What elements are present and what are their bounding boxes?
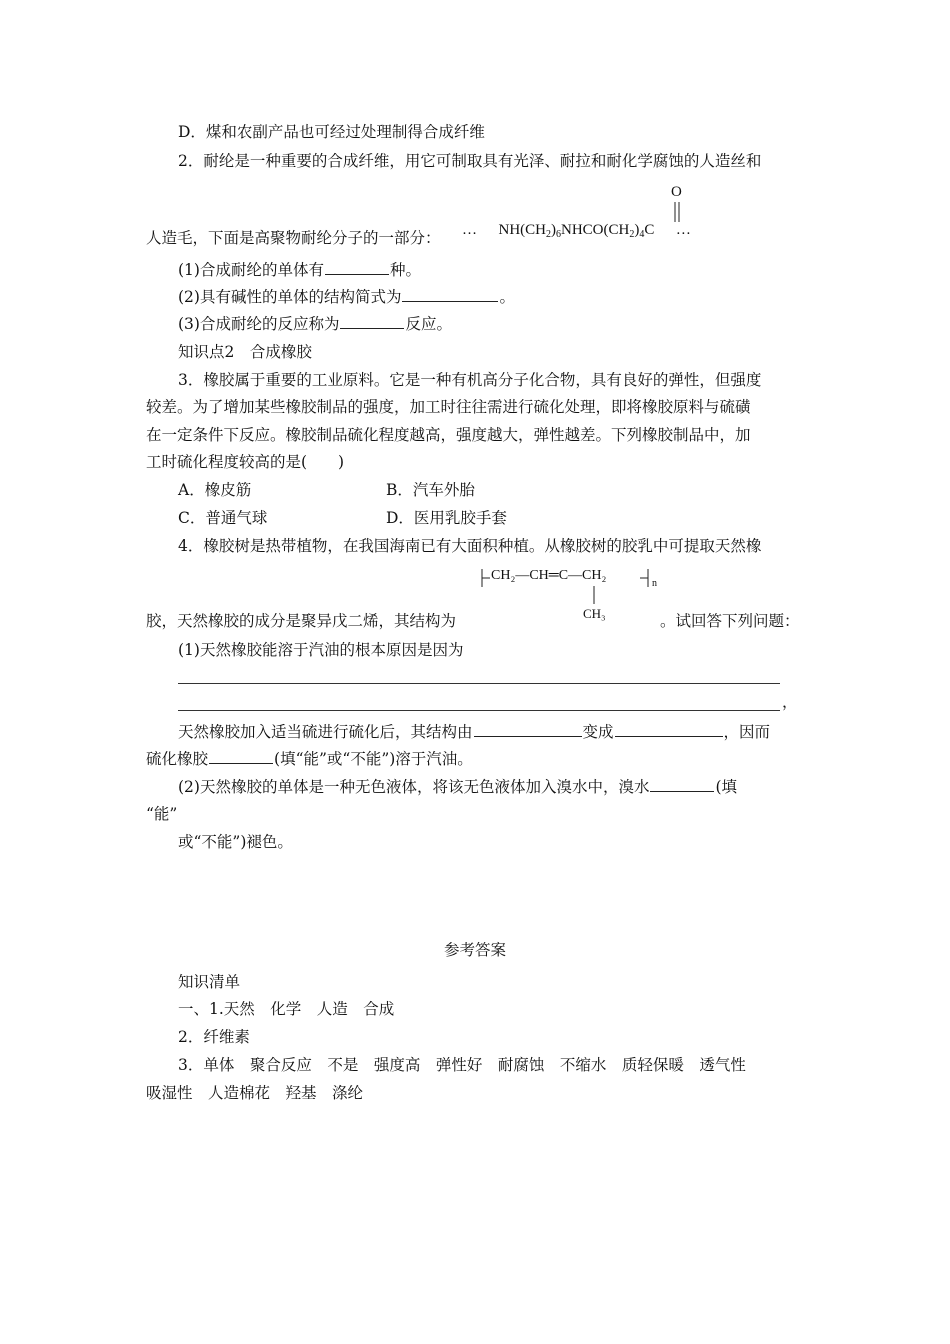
q4-line2-suffix: 。试回答下列问题：	[660, 612, 800, 630]
ellipsis-right: …	[675, 222, 691, 238]
sub-4: 4	[639, 229, 645, 240]
answer-blank[interactable]	[340, 314, 404, 329]
q4-part1b-text: 天然橡胶加入适当硫进行硫化后，其结构由	[178, 723, 473, 741]
q2-stem-line1: 2．耐纶是一种重要的合成纤维，用它可制取具有光泽、耐拉和耐化学腐蚀的人造丝和	[178, 152, 762, 170]
answer-item-1: 一、1.天然 化学 人造 合成	[178, 1000, 395, 1018]
sub-2a: 2	[546, 229, 551, 240]
sub-2b: 2	[629, 229, 635, 240]
answers-title: 参考答案	[443, 941, 506, 959]
answer-line-comma: ，	[782, 693, 798, 711]
q4-part1c	[146, 749, 473, 769]
q4-line2	[146, 611, 456, 631]
q4-part2-suffix: (填	[715, 778, 738, 796]
q4-part1b-suffix: ，因而	[723, 723, 771, 741]
q1-option-d: D．煤和农副产品也可经过处理制得合成纤维	[178, 123, 485, 141]
polyisoprene-chain: CH₂—CH═C—CH₂	[491, 568, 607, 583]
q4-part1b	[178, 722, 770, 742]
answer-blank[interactable]	[615, 722, 723, 737]
sub-6: 6	[556, 229, 561, 240]
answer-line[interactable]	[178, 710, 780, 711]
answer-item-2: 2．纤维素	[178, 1028, 250, 1046]
q3-option-c[interactable]: C．普通气球	[178, 509, 268, 527]
methyl-bond	[592, 586, 596, 606]
q4-part2-line2: “能”	[146, 805, 178, 823]
q3-line1: 3．橡胶属于重要的工业原料。它是一种有机高分子化合物，具有良好的弹性，但强度	[178, 371, 762, 389]
q3-option-b[interactable]: B．汽车外胎	[386, 481, 475, 499]
methyl-group: CH₃	[583, 606, 606, 621]
q2-part1	[178, 260, 421, 280]
q3-line2: 较差。为了增加某些橡胶制品的强度，加工时往往需进行硫化处理，即将橡胶原料与硫磺	[146, 398, 751, 416]
q4-part2-text: (2)天然橡胶的单体是一种无色液体，将该无色液体加入溴水中，溴水	[178, 778, 650, 796]
q2-part1-suffix: 种。	[389, 261, 421, 279]
bracket-left	[478, 567, 490, 589]
answer-blank[interactable]	[474, 722, 582, 737]
q2-part3-suffix: 反应。	[405, 315, 452, 333]
q2-part2	[178, 287, 515, 307]
answer-line[interactable]	[178, 683, 780, 684]
formula-nh: NH(CH	[498, 222, 546, 238]
q4-line2-text: 胶，天然橡胶的成分是聚异戊二烯，其结构为	[146, 612, 457, 630]
formula-nhco: NHCO(CH	[561, 222, 630, 238]
answer-blank[interactable]	[402, 287, 498, 302]
q2-part2-text: (2)具有碱性的单体的结构简式为	[178, 288, 402, 306]
q4-part1: (1)天然橡胶能溶于汽油的根本原因是因为	[178, 641, 464, 659]
formula-paren2: )	[634, 222, 640, 238]
q3-option-d[interactable]: D．医用乳胶手套	[386, 509, 507, 527]
section-heading: 知识点2 合成橡胶	[178, 343, 312, 361]
q2-part3-text: (3)合成耐纶的反应称为	[178, 315, 340, 333]
q4-line1: 4．橡胶树是热带植物，在我国海南已有大面积种植。从橡胶树的胶乳中可提取天然橡	[178, 537, 762, 555]
q2-part2-suffix: 。	[499, 288, 515, 306]
repeat-subscript-n: n	[652, 578, 657, 589]
q2-stem-line2: 人造毛，下面是高聚物耐纶分子的一部分：	[146, 229, 441, 247]
q4-part2-line3: 或“不能”)褪色。	[178, 833, 293, 851]
q4-part1b-mid: 变成	[582, 723, 614, 741]
q2-part3	[178, 314, 452, 334]
answers-subtitle: 知识清单	[178, 973, 241, 991]
answer-item-3-cont: 吸湿性 人造棉花 羟基 涤纶	[146, 1084, 364, 1102]
q4-part1c-suffix: (填“能”或“不能”)溶于汽油。	[274, 750, 473, 768]
ellipsis-left: …	[462, 222, 477, 238]
answer-item-3: 3．单体 聚合反应 不是 强度高 弹性好 耐腐蚀 不缩水 质轻保暖 透气性	[178, 1056, 746, 1074]
q2-part1-text: (1)合成耐纶的单体有	[178, 261, 324, 279]
q3-line4: 工时硫化程度较高的是( )	[146, 453, 345, 471]
answer-blank[interactable]	[209, 749, 273, 764]
q4-part2	[178, 777, 737, 797]
answer-blank[interactable]	[325, 260, 389, 275]
bracket-right	[640, 567, 652, 589]
carbonyl-double-bond	[672, 202, 682, 224]
q3-option-a[interactable]: A．橡皮筋	[178, 481, 252, 499]
q3-line3: 在一定条件下反应。橡胶制品硫化程度越高，强度越大，弹性越差。下列橡胶制品中，加	[146, 426, 751, 444]
answer-blank[interactable]	[650, 777, 714, 792]
nylon-structure-formula	[462, 222, 691, 240]
q4-part1c-text: 硫化橡胶	[146, 750, 209, 768]
formula-paren1: )	[551, 222, 556, 238]
formula-carbon: C	[644, 222, 655, 238]
formula-oxygen: O	[671, 184, 682, 200]
